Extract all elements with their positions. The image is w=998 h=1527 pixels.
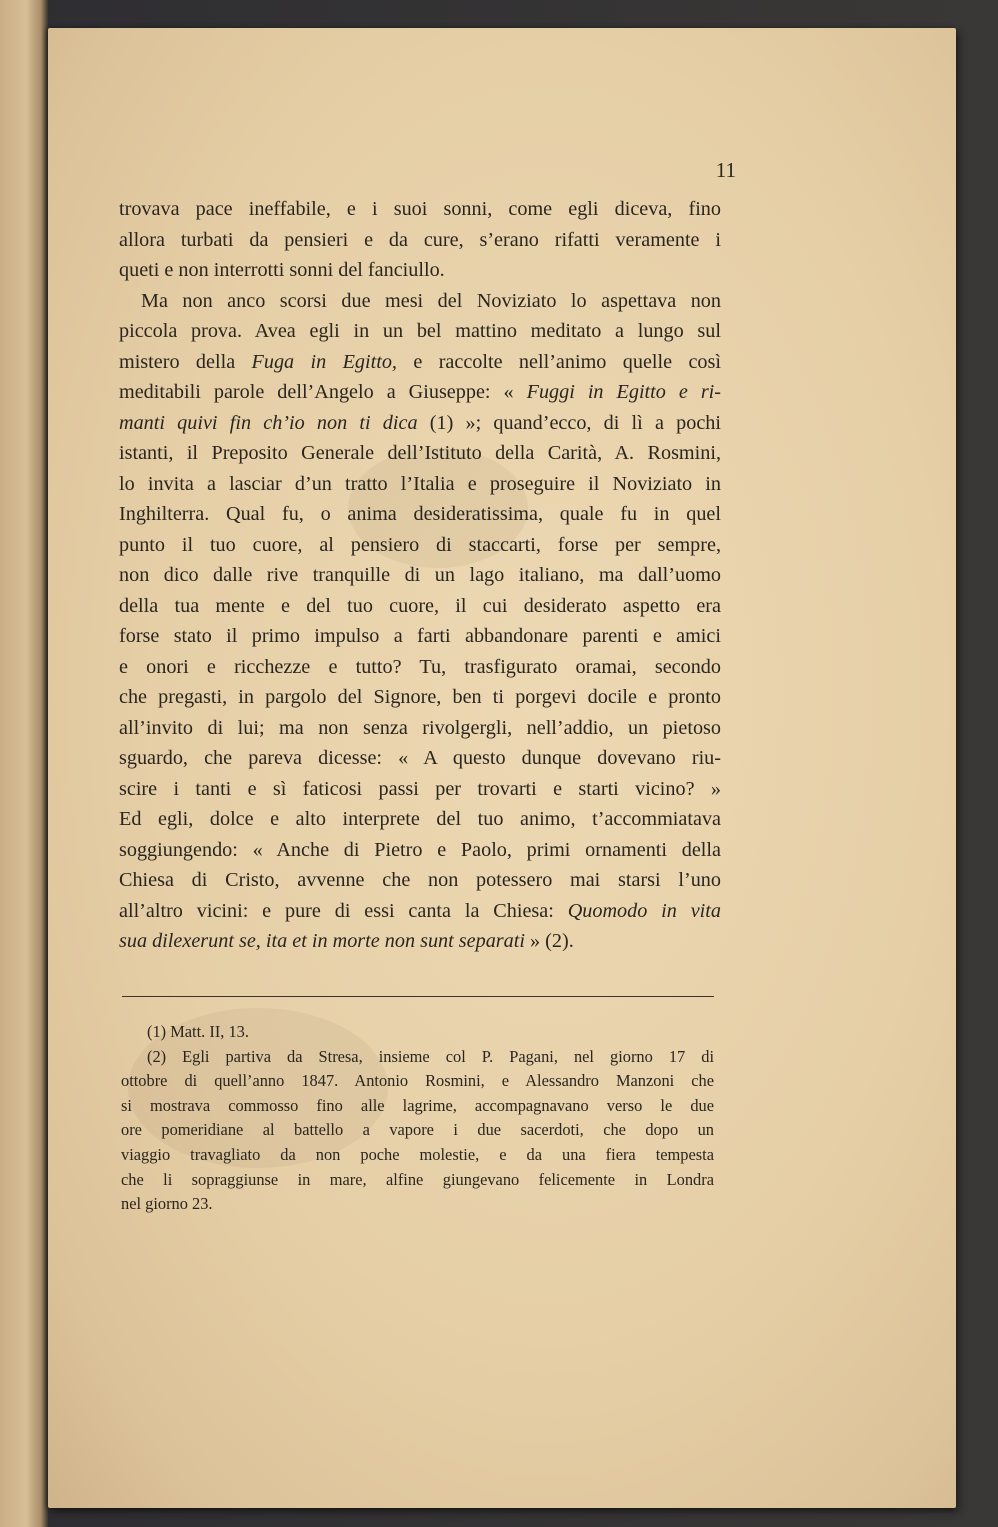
text-run: punto il tuo cuore, al pensiero di staccarti, forse per sempre, — [119, 533, 721, 556]
footnote-text: ore pomeridiane al battello a vapore i due sacerdoti, che dopo un — [121, 1120, 714, 1140]
text-line — [119, 316, 721, 347]
text-line — [119, 926, 721, 957]
text-run: Ed egli, dolce e alto interprete del tuo animo, t’accommiatava — [119, 808, 721, 830]
footnote-line — [121, 1168, 714, 1193]
text-line — [119, 286, 721, 317]
italic-text: manti quivi fin ch’io non ti dica — [119, 411, 418, 434]
text-run: della tua mente e del tuo cuore, il cui desiderato aspetto era — [119, 594, 721, 617]
text-line — [119, 347, 721, 378]
footnote-text: nel giorno 23. — [121, 1194, 213, 1214]
footnote-line — [121, 1143, 714, 1168]
footnote-line — [121, 1069, 714, 1094]
text-line — [119, 194, 721, 225]
text-run: meditabili parole dell’Angelo a Giuseppe: « — [119, 381, 527, 403]
text-line — [119, 225, 721, 256]
footnote-line — [121, 1020, 714, 1045]
italic-text: Quomodo in vita — [567, 899, 721, 922]
text-run: trovava pace ineffabile, e i suoi sonni, come egli diceva, fino — [119, 198, 721, 220]
footnote-line — [121, 1094, 714, 1119]
text-run: soggiungendo: « Anche di Pietro e Paolo, primi ornamenti della — [119, 838, 721, 861]
text-line — [119, 774, 721, 805]
footnote-separator — [122, 996, 714, 997]
italic-text: Fuggi in Egitto e ri- — [526, 381, 721, 403]
previous-page-edge — [0, 0, 48, 1527]
text-run: e onori e ricchezze e tutto? Tu, trasfigurato oramai, secondo — [119, 655, 721, 678]
text-line — [119, 469, 721, 500]
text-line — [119, 865, 721, 896]
text-line — [119, 560, 721, 591]
text-line — [119, 804, 721, 835]
text-run: queti e non interrotti sonni del fanciullo. — [119, 259, 445, 281]
text-run: Ma non anco scorsi due mesi del Noviziato lo aspettava non — [141, 289, 721, 312]
page-number: 11 — [715, 158, 736, 182]
text-line — [119, 591, 721, 622]
footnote-text: si mostrava commosso fino alle lagrime, accompagnavano verso le due — [121, 1095, 714, 1115]
footnote-text: (1) Matt. II, 13. — [147, 1022, 249, 1041]
text-run: all’altro vicini: e pure di essi canta la Chiesa: — [119, 899, 568, 922]
text-line — [119, 896, 721, 927]
text-line — [119, 713, 721, 744]
italic-text: sua dilexerunt se, ita et in morte non sunt separati — [119, 930, 525, 952]
text-run: forse stato il primo impulso a farti abbandonare parenti e amici — [119, 625, 721, 647]
text-line — [119, 621, 721, 652]
text-run: sguardo, che pareva dicesse: « A questo dunque dovevano riu- — [119, 747, 721, 769]
text-line — [119, 499, 721, 530]
text-run: piccola prova. Avea egli in un bel mattino meditato a lungo sul — [119, 320, 721, 342]
text-run: all’invito di lui; ma non senza rivolgergli, nell’addio, un pietoso — [119, 716, 721, 739]
text-run: non dico dalle rive tranquille di un lago italiano, ma dall’uomo — [119, 564, 721, 586]
text-line — [119, 835, 721, 866]
text-line — [119, 408, 721, 439]
text-line — [119, 652, 721, 683]
text-run: mistero della — [119, 350, 252, 373]
footnotes — [121, 1020, 714, 1217]
text-run: scire i tanti e sì faticosi passi per trovarti e starti vicino? » — [119, 777, 721, 800]
footnote-line — [121, 1118, 714, 1143]
text-run: » (2). — [524, 930, 574, 952]
footnote-text: ottobre di quell’anno 1847. Antonio Rosmini, e Alessandro Manzoni che — [121, 1071, 714, 1091]
footnote-line — [121, 1192, 714, 1217]
text-run: e raccolte nell’animo quelle così — [396, 350, 721, 373]
text-line — [119, 743, 721, 774]
text-run: Chiesa di Cristo, avvenne che non potessero mai starsi l’uno — [119, 869, 721, 891]
footnote-text: (2) Egli partiva da Stresa, insieme col P. Pagani, nel giorno 17 di — [147, 1046, 714, 1066]
text-run: istanti, il Preposito Generale dell’Istituto della Carità, A. Rosmini, — [119, 442, 721, 464]
text-run: Inghilterra. Qual fu, o anima desideratissima, quale fu in quel — [119, 503, 721, 525]
text-line — [119, 255, 721, 286]
body-text — [119, 194, 721, 957]
text-run: allora turbati da pensieri e da cure, s’erano rifatti veramente i — [119, 228, 721, 251]
text-line — [119, 682, 721, 713]
text-run: che pregasti, in pargolo del Signore, ben ti porgevi docile e pronto — [119, 686, 721, 708]
text-line — [119, 377, 721, 408]
text-line — [119, 438, 721, 469]
footnote-text: viaggio travagliato da non poche molestie, e da una fiera tempesta — [121, 1144, 714, 1164]
footnote-line — [121, 1045, 714, 1070]
text-run: lo invita a lasciar d’un tratto l’Italia e proseguire il Noviziato in — [119, 472, 721, 495]
text-run: (1) »; quand’ecco, di lì a pochi — [417, 411, 721, 434]
text-line — [119, 530, 721, 561]
italic-text: Fuga in Egitto, — [251, 350, 397, 373]
footnote-text: che li sopraggiunse in mare, alfine giungevano felicemente in Londra — [121, 1169, 714, 1189]
